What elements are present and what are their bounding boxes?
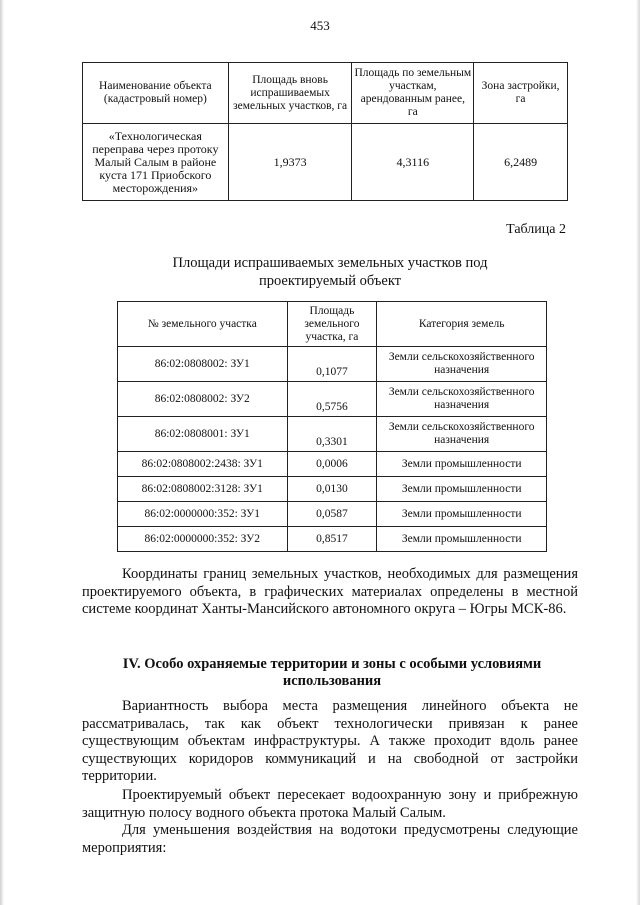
plot-area-cell: 0,8517 (287, 527, 377, 552)
table-row (118, 502, 547, 527)
section-heading: IV. Особо охраняемые территории и зоны с особыми условиями использования (122, 656, 542, 689)
plot-number-cell: 86:02:0808002:3128: ЗУ1 (118, 477, 288, 502)
plot-number-cell: 86:02:0000000:352: ЗУ2 (118, 527, 288, 552)
land-category-cell: Земли сельскохозяйственного назначения (377, 347, 547, 382)
table-caption: Таблица 2 (506, 222, 566, 237)
land-plots-table (117, 301, 547, 552)
plot-number-cell: 86:02:0808002: ЗУ1 (118, 347, 288, 382)
table-row (118, 527, 547, 552)
land-category-cell: Земли сельскохозяйственного назначения (377, 417, 547, 452)
column-header: Площадь вновь испрашиваемых земельных участков, га (228, 63, 352, 124)
table-row (118, 382, 547, 417)
plot-area-cell: 0,5756 (287, 382, 377, 417)
table-row (118, 452, 547, 477)
plot-number-cell: 86:02:0808001: ЗУ1 (118, 417, 288, 452)
plot-area-cell: 0,0587 (287, 502, 377, 527)
plot-number-cell: 86:02:0000000:352: ЗУ1 (118, 502, 288, 527)
land-category-cell: Земли сельскохозяйственного назначения (377, 382, 547, 417)
table-row (118, 417, 547, 452)
land-category-cell: Земли промышленности (377, 452, 547, 477)
plot-number-cell: 86:02:0808002:2438: ЗУ1 (118, 452, 288, 477)
table-title: Площади испрашиваемых земельных участков под проектируемый объект (172, 255, 488, 289)
plot-area-cell: 0,1077 (287, 347, 377, 382)
plot-number-cell: 86:02:0808002: ЗУ2 (118, 382, 288, 417)
column-header: Наименование объекта (кадастровый номер) (83, 63, 229, 124)
land-category-cell: Земли промышленности (377, 502, 547, 527)
coordinates-paragraph: Координаты границ земельных участков, необходимых для размещения проектируемого объекта, в графических материалах определены в местной системе координат Ханты-Мансийского автономного округа – Югры МСК-86. (82, 566, 578, 617)
zone-area-cell: 6,2489 (474, 124, 568, 201)
body-paragraph: Вариантность выбора места размещения линейного объекта не рассматривалась, так как объект технологически привязан к ранее существующим объектам инфраструктуры. А также проходит вдоль ранее существующих коридоров коммуникаций и на свободной от застройки территории. (82, 698, 578, 784)
table-row (83, 124, 568, 201)
column-header: Площадь по земельным участкам, арендованным ранее, га (352, 63, 474, 124)
scan-edge-right (636, 0, 640, 905)
area-summary-table (82, 62, 568, 201)
leased-area-cell: 4,3116 (352, 124, 474, 201)
plot-area-cell: 0,3301 (287, 417, 377, 452)
column-header: Площадь земельного участка, га (287, 302, 377, 347)
new-area-cell: 1,9373 (228, 124, 352, 201)
column-header: Зона застройки, га (474, 63, 568, 124)
body-paragraph: Проектируемый объект пересекает водоохранную зону и прибрежную защитную полосу водного объекта протока Малый Салым. (82, 787, 578, 821)
table-row (118, 477, 547, 502)
table-row (118, 347, 547, 382)
page-number: 453 (310, 18, 330, 33)
scan-edge-left (0, 0, 4, 905)
body-paragraph: Для уменьшения воздействия на водотоки предусмотрены следующие мероприятия: (82, 822, 578, 856)
column-header: № земельного участка (118, 302, 288, 347)
table-header-row (118, 302, 547, 347)
land-category-cell: Земли промышленности (377, 477, 547, 502)
table-header-row (83, 63, 568, 124)
column-header: Категория земель (377, 302, 547, 347)
object-name-cell: «Технологическая переправа через протоку Малый Салым в районе куста 171 Приобского месторождения» (83, 124, 229, 201)
land-category-cell: Земли промышленности (377, 527, 547, 552)
plot-area-cell: 0,0130 (287, 477, 377, 502)
plot-area-cell: 0,0006 (287, 452, 377, 477)
